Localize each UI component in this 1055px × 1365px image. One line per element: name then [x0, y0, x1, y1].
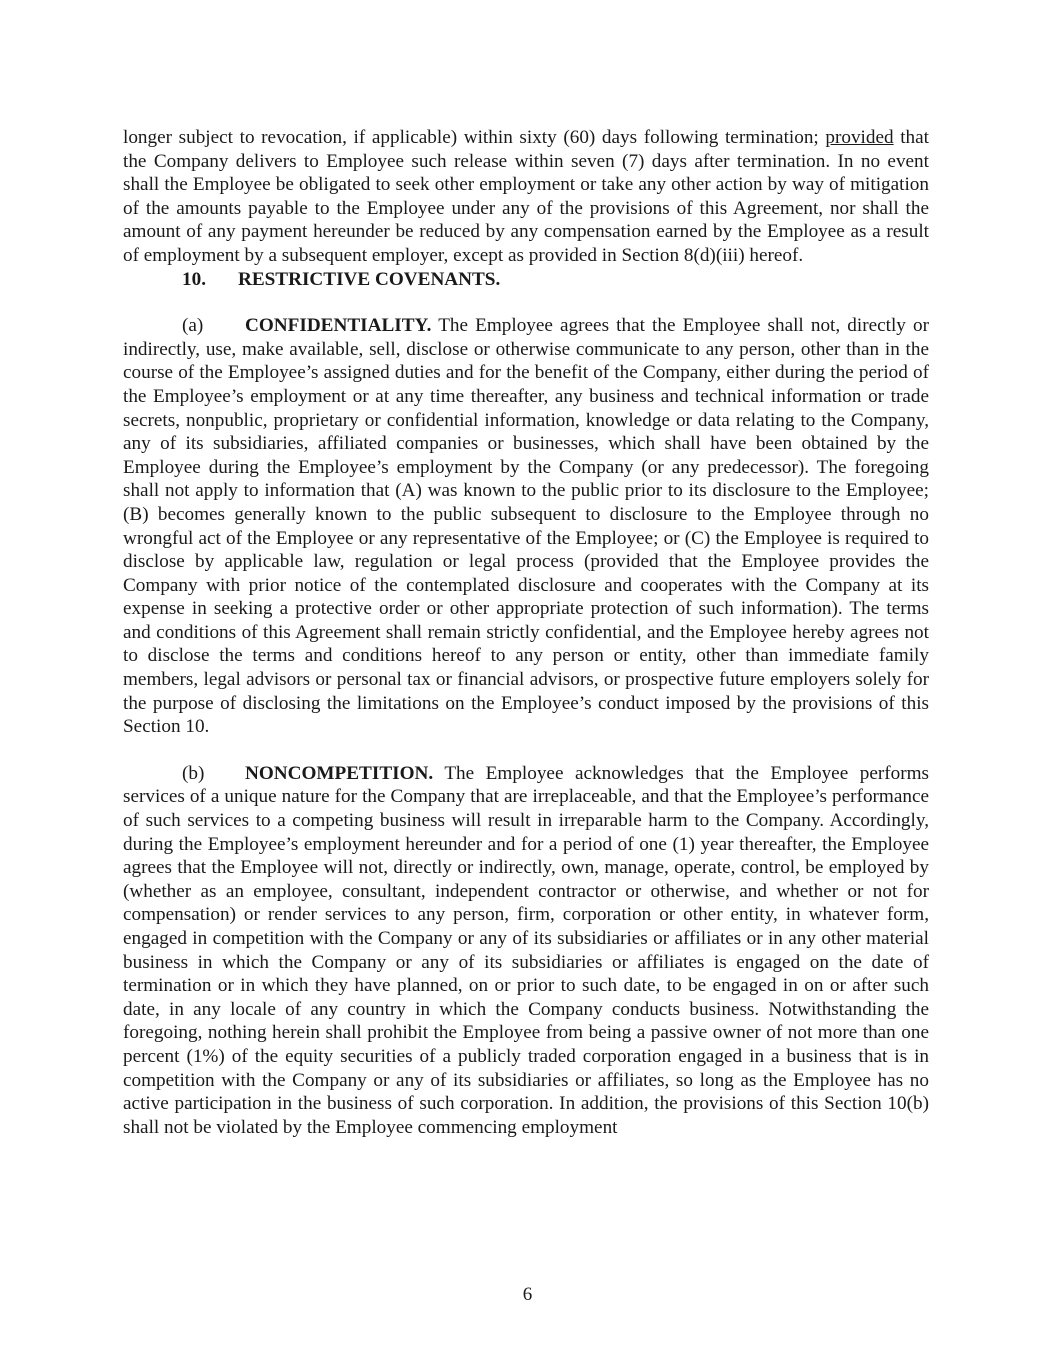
page-number: 6 [522, 1284, 533, 1305]
section-10-number: 10. [182, 268, 206, 290]
provided-term: provided [825, 127, 894, 148]
subsection-b-title: NONCOMPETITION. [245, 762, 434, 784]
intro-paragraph [123, 126, 929, 268]
section-10-title: RESTRICTIVE COVENANTS. [237, 268, 501, 290]
intro-text-part1: longer subject to revocation, if applicable) within sixty (60) days following termination; [123, 127, 826, 148]
subsection-a-text: The Employee agrees that the Employee shall not, directly or indirectly, use, make available, sell, disclose or otherwise communicate to any person, other than in the course of the Employee’s assigned duties and for the benefit of the Company, either during the period of the Employee’s employment or at any time thereafter, any business and technical information or trade secrets, nonpublic, proprietary or confidential information, knowledge or data relating to the Company, any of its subsidiaries, affiliated companies or businesses, which shall have been obtained by the Employee during the Employee’s employment by the Company (or any predecessor). The foregoing shall not apply to information that (A) was known to the public prior to its disclosure to the Employee; (B) becomes generally known to the public subsequent to disclosure to the Employee through no wrongful act of the Employee or any representative of the Employee; or (C) the Employee is required to disclose by applicable law, regulation or legal process (provided that the Employee provides the Company with prior notice of the contemplated disclosure and cooperates with the Company at its expense in seeking a protective order or other appropriate protection of such information). The terms and conditions of this Agreement shall remain strictly confidential, and the Employee hereby agrees not to disclose the terms and conditions hereof to any person or entity, other than immediate family members, legal advisors or personal tax or financial advisors, or prospective future employers solely for the purpose of disclosing the limitations on the Employee’s conduct imposed by the provisions of this Section 10. [123, 315, 929, 738]
subsection-b-text: The Employee acknowledges that the Employee performs services of a unique nature for the Company that are irreplaceable, and that the Employee’s performance of such services to a competing business will result in irreparable harm to the Company. Accordingly, during the Employee’s employment hereunder and for a period of one (1) year thereafter, the Employee agrees that the Employee will not, directly or indirectly, own, manage, operate, control, be employed by (whether as an employee, consultant, independent contractor or otherwise, and whether or not for compensation) or render services to any person, firm, corporation or other entity, in whatever form, engaged in competition with the Company or any of its subsidiaries or affiliates or in any other material business in which the Company or any of its subsidiaries or affiliates is engaged on the date of termination or in which they have planned, on or prior to such date, to be engaged in on or after such date, in any locale of any country in which the Company conducts business. Notwithstanding the foregoing, nothing herein shall prohibit the Employee from being a passive owner of not more than one percent (1%) of the equity securities of a publicly traded corporation engaged in a business that is in competition with the Company or any of its subsidiaries or affiliates, so long as the Employee has no active participation in the business of such corporation. In addition, the provisions of this Section 10(b) shall not be violated by the Employee commencing employment [123, 762, 929, 1138]
subsection-a-paragraph [123, 314, 929, 739]
section-10-heading [123, 268, 929, 292]
subsection-a-marker: (a) [182, 315, 204, 337]
subsection-b-paragraph [123, 762, 929, 1140]
intro-text-part2: that the Company delivers to Employee such release within seven (7) days after termination. In no event shall the Employee be obligated to seek other employment or take any other action by way of mitigation of the amounts payable to the Employee under any of the provisions of this Agreement, nor shall the amount of any payment hereunder be reduced by any compensation earned by the Employee as a result of employment by a subsequent employer, except as provided in Section 8(d)(iii) hereof. [123, 127, 929, 266]
subsection-b-marker: (b) [182, 762, 205, 784]
subsection-a-title: CONFIDENTIALITY. [245, 315, 432, 337]
document-body [123, 126, 929, 1139]
